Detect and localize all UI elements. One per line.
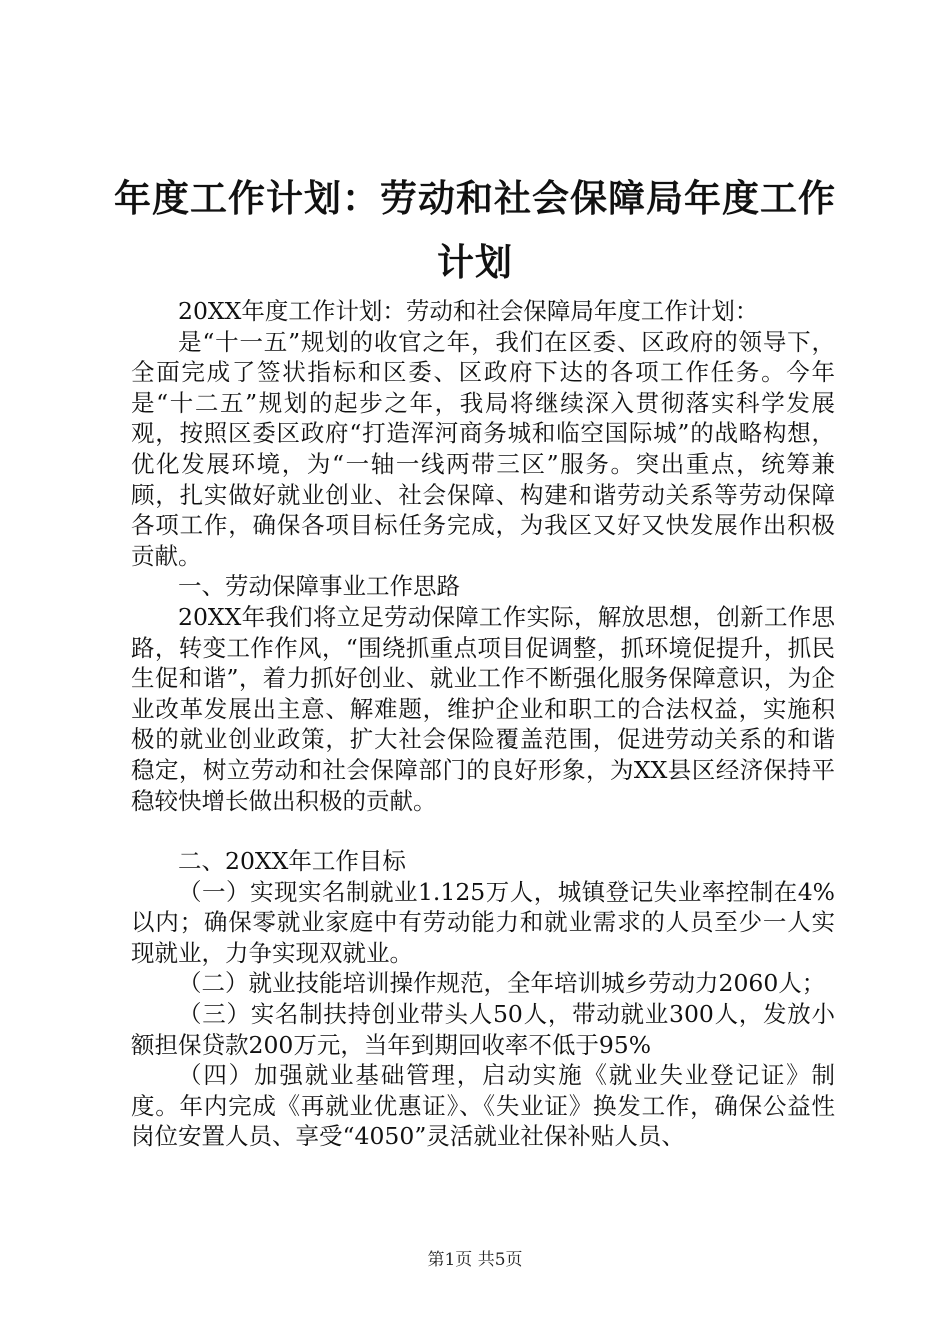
paragraph-intro: 20XX年度工作计划：劳动和社会保障局年度工作计划：	[178, 297, 759, 325]
goal-item-2: （二）就业技能培训操作规范，全年培训城乡劳动力2060人；	[178, 969, 826, 998]
section-heading-2: 二、20XX年工作目标	[178, 847, 406, 876]
section-heading-1: 一、劳动保障事业工作思路	[178, 572, 460, 601]
document-body	[131, 296, 835, 1152]
paragraph-approach: 20XX年我们将立足劳动保障工作实际，解放思想，创新工作思路，转变工作作风，“围绕抓重点项目促调整，抓环境促提升，抓民生促和谐”，着力抓好创业、就业工作不断强化服务保障意识，为企业改革发展出主意、解难题，维护企业和职工的合法权益，实施积极的就业创业政策，扩大社会保险覆盖范围，促进劳动关系的和谐稳定，树立劳动和社会保障部门的良好形象，为XX县区经济保持平稳较快增长做出积极的贡献。	[131, 602, 835, 815]
page-footer: 第1页 共5页	[427, 1250, 523, 1270]
goal-item-1: （一）实现实名制就业1.125万人，城镇登记失业率控制在4%以内；确保零就业家庭中有劳动能力和就业需求的人员至少一人实现就业，力争实现双就业。	[131, 877, 835, 967]
goal-item-4: （四）加强就业基础管理，启动实施《就业失业登记证》制度。年内完成《再就业优惠证》、《失业证》换发工作，确保公益性岗位安置人员、享受“4050”灵活就业社保补贴人员、	[131, 1061, 835, 1151]
goal-item-3: （三）实名制扶持创业带头人50人，带动就业300人，发放小额担保贷款200万元，当年到期回收率不低于95%	[131, 1000, 835, 1059]
paragraph-summary: 是“十一五”规划的收官之年，我们在区委、区政府的领导下，全面完成了签状指标和区委、区政府下达的各项工作任务。今年是“十二五”规划的起步之年，我局将继续深入贯彻落实科学发展观，按照区委区政府“打造浑河商务城和临空国际城”的战略构想，优化发展环境，为“一轴一线两带三区”服务。突出重点，统筹兼顾，扎实做好就业创业、社会保障、构建和谐劳动关系等劳动保障各项工作，确保各项目标任务完成，为我区又好又快发展作出积极贡献。	[131, 327, 835, 570]
document-title: 年度工作计划：劳动和社会保障局年度工作计划	[114, 176, 836, 284]
